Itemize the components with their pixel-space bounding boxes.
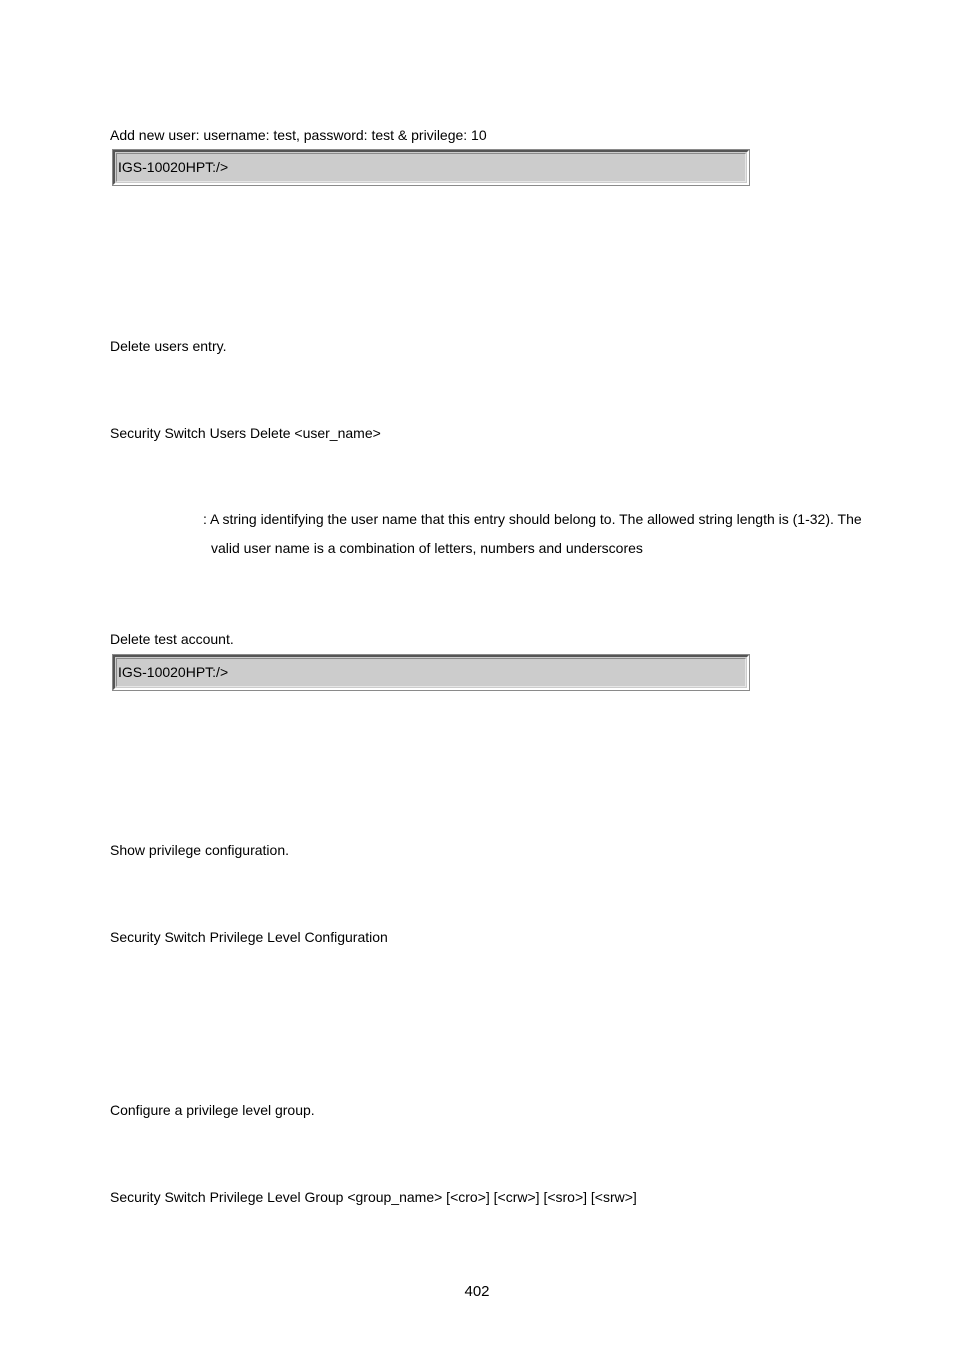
page-number: 402 [464, 1283, 490, 1300]
cli-prompt: IGS-10020HPT:/> [118, 664, 229, 680]
users-delete-param-line1: : A string identifying the user name that this entry should belong to. The allowed string length is (1-32). The [203, 511, 862, 527]
cli-prompt: IGS-10020HPT:/> [118, 159, 229, 175]
users-delete-syntax: Security Switch Users Delete <user_name> [110, 425, 381, 441]
users-delete-example-caption: Delete test account. [110, 631, 234, 647]
privilege-group-syntax: Security Switch Privilege Level Group <group_name> [<cro>] [<crw>] [<sro>] [<srw>] [110, 1189, 637, 1205]
users-delete-param-line2: valid user name is a combination of letters, numbers and underscores [211, 540, 643, 556]
command-box [113, 150, 749, 185]
users-delete-description: Delete users entry. [110, 338, 227, 354]
privilege-configuration-syntax: Security Switch Privilege Level Configuration [110, 929, 388, 945]
example-add-caption: Add new user: username: test, password: test & privilege: 10 [110, 127, 487, 143]
privilege-configuration-description: Show privilege configuration. [110, 842, 289, 858]
command-box [113, 655, 749, 690]
privilege-group-description: Configure a privilege level group. [110, 1102, 315, 1118]
